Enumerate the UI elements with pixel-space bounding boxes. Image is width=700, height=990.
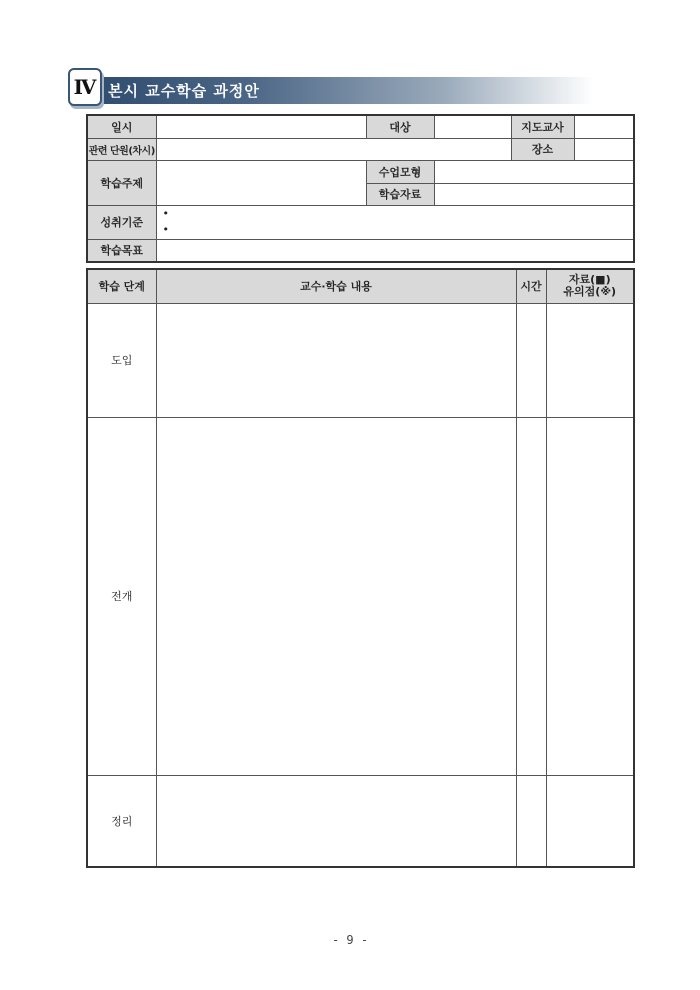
section-title: 본시 교수학습 과정안 xyxy=(108,82,260,100)
development-content[interactable] xyxy=(156,417,516,775)
date-field[interactable] xyxy=(156,115,366,138)
unit-field[interactable] xyxy=(156,138,511,160)
model-field[interactable] xyxy=(434,160,634,183)
lesson-process-table xyxy=(86,268,635,868)
wrapup-content[interactable] xyxy=(156,775,516,867)
teacher-label: 지도교사 xyxy=(511,115,574,138)
standards-field[interactable] xyxy=(156,205,634,239)
stage-intro: 도입 xyxy=(87,303,156,417)
stage-wrapup: 정리 xyxy=(87,775,156,867)
development-notes[interactable] xyxy=(546,417,634,775)
place-field[interactable] xyxy=(574,138,634,160)
notes-header xyxy=(546,269,634,303)
standards-bullet: • xyxy=(162,207,169,220)
content-header: 교수·학습 내용 xyxy=(156,269,516,303)
lesson-info-table xyxy=(86,114,635,263)
model-label: 수업모형 xyxy=(366,160,434,183)
standards-bullet: • xyxy=(162,223,169,236)
development-time[interactable] xyxy=(516,417,546,775)
teacher-field[interactable] xyxy=(574,115,634,138)
notes-header-line1: 자료(■) xyxy=(568,273,611,287)
intro-notes[interactable] xyxy=(546,303,634,417)
wrapup-time[interactable] xyxy=(516,775,546,867)
materials-label: 학습자료 xyxy=(366,183,434,205)
standards-label: 성취기준 xyxy=(87,205,156,239)
stage-development: 전개 xyxy=(87,417,156,775)
objective-field[interactable] xyxy=(156,239,634,262)
topic-label: 학습주제 xyxy=(87,160,156,205)
section-numeral: Ⅳ xyxy=(68,68,102,106)
time-header: 시간 xyxy=(516,269,546,303)
target-label: 대상 xyxy=(366,115,434,138)
target-field[interactable] xyxy=(434,115,511,138)
wrapup-notes[interactable] xyxy=(546,775,634,867)
intro-content[interactable] xyxy=(156,303,516,417)
objective-label: 학습목표 xyxy=(87,239,156,262)
intro-time[interactable] xyxy=(516,303,546,417)
date-label: 일시 xyxy=(87,115,156,138)
topic-field[interactable] xyxy=(156,160,366,205)
place-label: 장소 xyxy=(511,138,574,160)
notes-header-line2: 유의점(※) xyxy=(563,285,617,299)
unit-label: 관련 단원(차시) xyxy=(87,138,156,160)
stage-header: 학습 단계 xyxy=(87,269,156,303)
section-banner xyxy=(66,66,626,106)
page-number: - 9 - xyxy=(331,933,369,947)
materials-field[interactable] xyxy=(434,183,634,205)
